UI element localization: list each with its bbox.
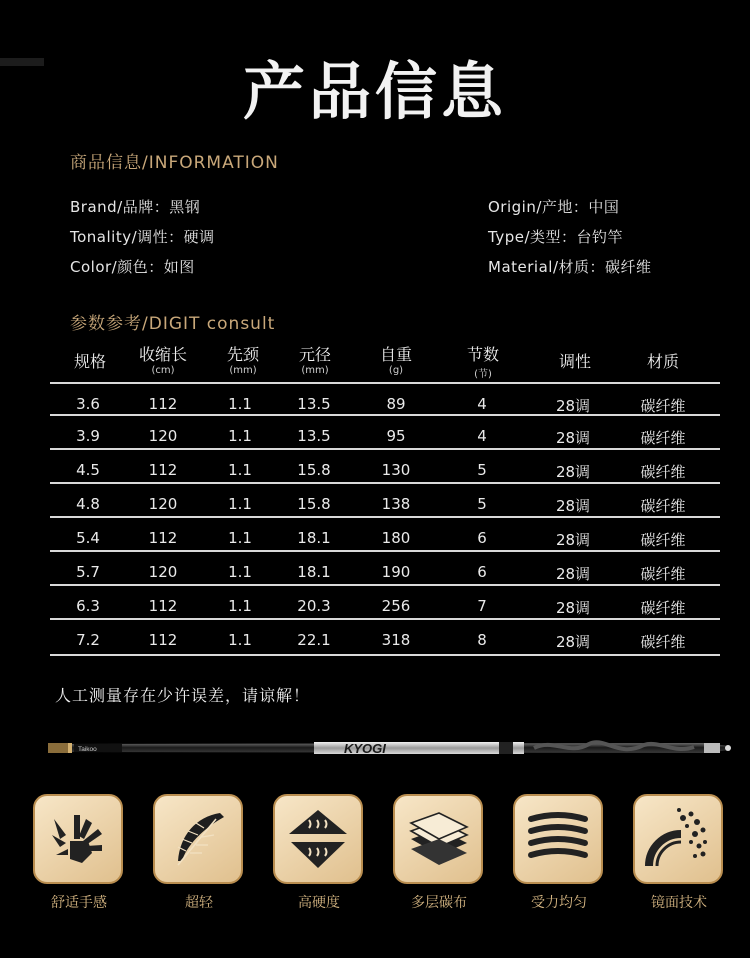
table-cell: 120 (148, 495, 178, 513)
header-action: 调性 (558, 352, 592, 371)
table-cell: 1.1 (228, 427, 252, 445)
table-rule (50, 382, 720, 384)
feather-icon (153, 794, 243, 884)
feature-label: 受力均匀 (531, 895, 587, 911)
table-cell: 5.7 (76, 563, 100, 581)
table-cell: 120 (148, 427, 178, 445)
table-cell: 7 (477, 597, 487, 615)
info-section-title: 商品信息/INFORMATION (70, 153, 279, 173)
table-cell: 130 (381, 461, 411, 479)
table-cell: 112 (148, 597, 178, 615)
mirror-icon (633, 794, 723, 884)
table-cell: 318 (381, 631, 411, 649)
table-row (50, 520, 720, 554)
table-cell: 89 (386, 395, 406, 413)
table-row (50, 622, 720, 656)
table-cell: 1.1 (228, 395, 252, 413)
info-origin: Origin/产地：中国 (488, 198, 620, 216)
table-cell: 碳纤维 (640, 531, 686, 549)
table-cell: 28调 (555, 531, 591, 549)
table-cell: 112 (148, 529, 178, 547)
table-cell: 28调 (555, 397, 591, 415)
table-cell: 碳纤维 (640, 599, 686, 617)
header-sections: 节数 (节) (466, 345, 500, 380)
table-cell: 5 (477, 461, 487, 479)
table-cell: 6 (477, 563, 487, 581)
table-cell: 碳纤维 (640, 633, 686, 651)
layers-icon (393, 794, 483, 884)
table-row (50, 452, 720, 486)
table-cell: 8 (477, 631, 487, 649)
table-row (50, 554, 720, 588)
table-cell: 112 (148, 395, 178, 413)
table-cell: 5 (477, 495, 487, 513)
waves-icon (513, 794, 603, 884)
table-cell: 180 (381, 529, 411, 547)
table-cell: 20.3 (297, 597, 331, 615)
table-cell: 碳纤维 (640, 463, 686, 481)
table-cell: 22.1 (297, 631, 331, 649)
rod-brand-mark: Taikoo (78, 746, 97, 753)
table-cell: 13.5 (297, 395, 331, 413)
feature-even-force (513, 794, 605, 912)
table-cell: 190 (381, 563, 411, 581)
table-cell: 28调 (555, 429, 591, 447)
table-cell: 6.3 (76, 597, 100, 615)
table-cell: 28调 (555, 463, 591, 481)
info-brand: Brand/品牌：黑钢 (70, 198, 201, 216)
table-cell: 1.1 (228, 461, 252, 479)
table-cell: 7.2 (76, 631, 100, 649)
table-cell: 4 (477, 395, 487, 413)
table-cell: 4.5 (76, 461, 100, 479)
table-cell: 95 (386, 427, 406, 445)
table-cell: 碳纤维 (640, 397, 686, 415)
table-cell: 碳纤维 (640, 429, 686, 447)
feature-label: 高硬度 (298, 895, 340, 911)
table-cell: 3.6 (76, 395, 100, 413)
table-cell: 4 (477, 427, 487, 445)
header-spec: 规格 (73, 352, 107, 371)
feature-comfort (33, 794, 125, 912)
table-cell: 6 (477, 529, 487, 547)
info-material: Material/材质：碳纤维 (488, 258, 652, 276)
table-cell: 5.4 (76, 529, 100, 547)
table-cell: 1.1 (228, 631, 252, 649)
fishing-rod-image (44, 732, 734, 764)
table-cell: 15.8 (297, 495, 331, 513)
table-cell: 28调 (555, 599, 591, 617)
table-cell: 120 (148, 563, 178, 581)
info-type: Type/类型：台钓竿 (488, 228, 624, 246)
table-cell: 28调 (555, 497, 591, 515)
table-cell: 4.8 (76, 495, 100, 513)
table-cell: 112 (148, 631, 178, 649)
feature-label: 超轻 (185, 895, 213, 911)
feature-label: 舒适手感 (51, 895, 107, 911)
header-tip-diameter: 先颈 (mm) (226, 345, 260, 376)
header-length: 收缩长 (cm) (138, 345, 188, 376)
table-cell: 1.1 (228, 529, 252, 547)
rod-logo-text: KYOGI (344, 741, 386, 756)
table-cell: 18.1 (297, 529, 331, 547)
digit-section-title: 参数参考/DIGIT consult (70, 314, 276, 334)
table-cell: 112 (148, 461, 178, 479)
table-cell: 28调 (555, 565, 591, 583)
table-row (50, 386, 720, 420)
table-cell: 碳纤维 (640, 565, 686, 583)
table-cell: 18.1 (297, 563, 331, 581)
info-color: Color/颜色：如图 (70, 258, 195, 276)
table-cell: 15.8 (297, 461, 331, 479)
feature-hardness (273, 794, 365, 912)
table-cell: 13.5 (297, 427, 331, 445)
page-title: 产品信息 (242, 55, 507, 128)
measurement-note: 人工测量存在少许误差，请谅解！ (55, 686, 311, 705)
header-butt-diameter: 元径 (mm) (298, 345, 332, 376)
feature-ultralight (153, 794, 245, 912)
table-row (50, 588, 720, 622)
header-material: 材质 (646, 352, 680, 371)
table-cell: 1.1 (228, 563, 252, 581)
table-cell: 碳纤维 (640, 497, 686, 515)
spec-table-header (50, 338, 720, 382)
table-row (50, 486, 720, 520)
hand-icon (33, 794, 123, 884)
table-row (50, 418, 720, 452)
table-cell: 138 (381, 495, 411, 513)
feature-carbon-layers (393, 794, 485, 912)
feature-label: 多层碳布 (411, 895, 467, 911)
table-cell: 256 (381, 597, 411, 615)
table-cell: 1.1 (228, 597, 252, 615)
feature-label: 镜面技术 (651, 895, 707, 911)
table-cell: 3.9 (76, 427, 100, 445)
table-cell: 28调 (555, 633, 591, 651)
table-cell: 1.1 (228, 495, 252, 513)
hardness-icon (273, 794, 363, 884)
info-tonality: Tonality/调性：硬调 (70, 228, 215, 246)
header-weight: 自重 (g) (379, 345, 413, 376)
feature-mirror-tech (633, 794, 725, 912)
